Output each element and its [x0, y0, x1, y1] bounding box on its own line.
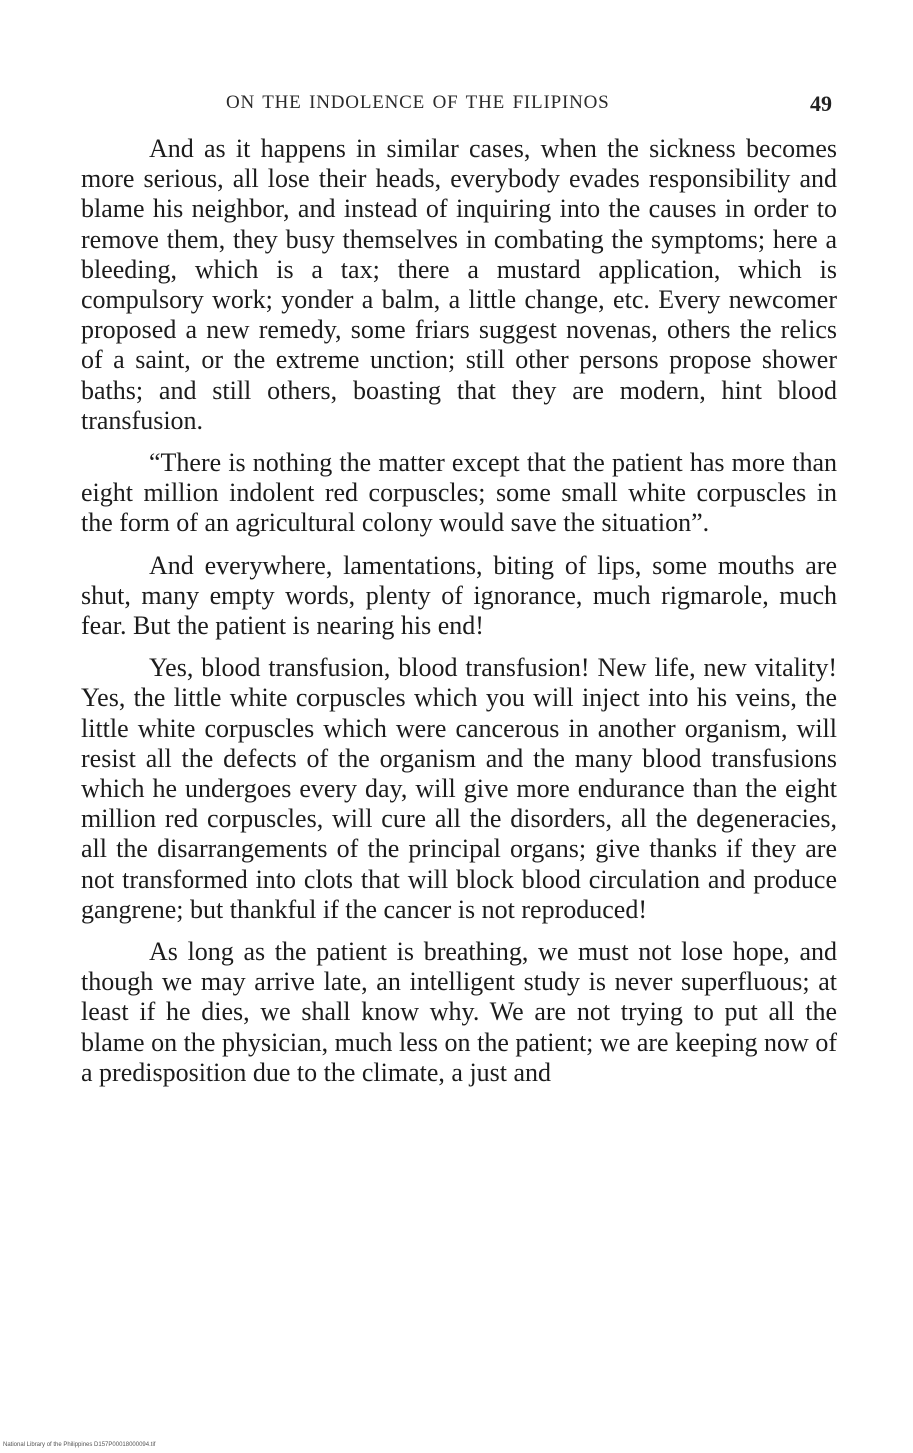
paragraph-3: And everywhere, lamentations, biting of lips, some mouths are shut, many empty words, plenty of ignorance, much rigmarole, much fear. But the patient is nearing his end! [81, 550, 837, 641]
page-number: 49 [810, 91, 832, 116]
scan-credit: National Library of the Philippines D157P00018000094.tif [3, 1442, 156, 1448]
running-head-title: ON THE INDOLENCE OF THE FILIPINOS [226, 92, 610, 113]
paragraph-1: And as it happens in similar cases, when the sickness becomes more serious, all lose their heads, everybody evades responsibility and blame his neighbor, and instead of inquiring into the causes in order to remove them, they busy themselves in combating the symptoms; here a bleeding, which is a tax; there a mustard application, which is compulsory work; yonder a balm, a little change, etc. Every newcomer proposed a new remedy, some friars suggest novenas, others the relics of a saint, or the extreme unction; still other persons propose shower baths; and still others, boasting that they are modern, hint blood transfusion. [81, 134, 837, 435]
paragraph-2: “There is nothing the matter except that the patient has more than eight million indolent red corpuscles; some small white corpuscles in the form of an agricultural colony would save the situation”. [81, 448, 837, 538]
paragraph-5: As long as the patient is breathing, we must not lose hope, and though we may arrive late, an intelligent study is never superfluous; at least if he dies, we shall know why. We are not trying to put all the blame on the physician, much less on the patient; we are keeping now of a predisposition due to the climate, a just and [81, 937, 837, 1087]
paragraph-4: Yes, blood transfusion, blood transfusion! New life, new vitality! Yes, the little white corpuscles which you will inject into his veins, the little white corpuscles which were cancerous in another organism, will resist all the defects of the organism and the many blood transfusions which he undergoes every day, will give more endurance than the eight million red corpuscles, will cure all the disorders, all the degeneracies, all the disarrangements of the principal organs; give thanks if they are not transformed into clots that will block blood circulation and produce gangrene; but thankful if the cancer is not reproduced! [81, 653, 837, 924]
body-text [81, 134, 837, 1100]
